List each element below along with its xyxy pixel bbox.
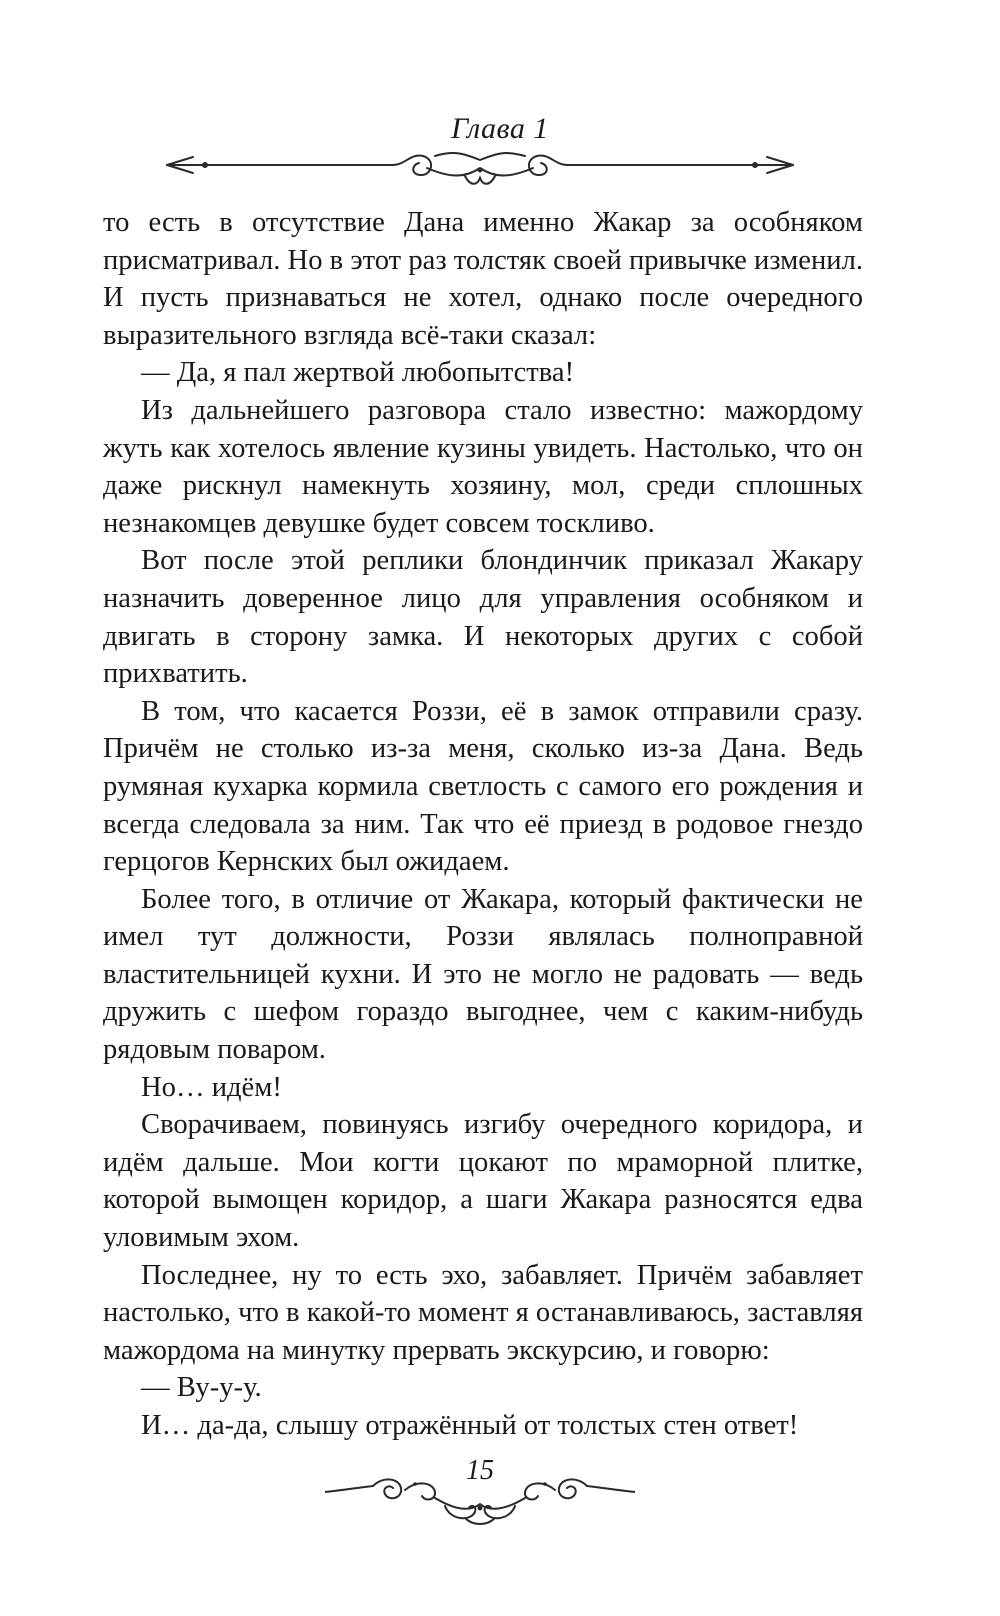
paragraph: — Да, я пал жертвой любопытства!: [141, 357, 575, 389]
chapter-title: Глава 1: [451, 112, 549, 145]
paragraph: Но… идём!: [141, 1071, 282, 1103]
paragraph: В том, что касается Роззи, её в замок отправили сразу. Причём не столько из-за меня, сколько из-за Дана. Ведь румяная кухарка кормила светлость с самого его рождения и всегда следовала за ним. Так что её приезд в родовое гнездо герцогов Кернских был ожидаем.: [103, 695, 863, 878]
page-number: 15: [466, 1455, 494, 1486]
paragraph: то есть в отсутствие Дана именно Жакар за особняком присматривал. Но в этот раз толстяк своей привычке изменил. И пусть признаваться не хотел, однако после очередного выразительного взгляда всё-таки сказал:: [103, 207, 863, 351]
paragraph: И… да-да, слышу отражённый от толстых стен ответ!: [141, 1410, 799, 1441]
paragraph: Сворачиваем, повинуясь изгибу очередного коридора, и идём дальше. Мои когти цокают по мраморной плитке, которой вымощен коридор, а шаги Жакара разносятся едва уловимым эхом.: [103, 1109, 863, 1254]
paragraph: Вот после этой реплики блондинчик приказал Жакару назначить доверенное лицо для управления особняком и двигать в сторону замка. И некоторых других с собой прихватить.: [103, 545, 863, 690]
paragraph: Из дальнейшего разговора стало известно: мажордому жуть как хотелось явление кузины увидеть. Настолько, что он даже рискнул намекнуть хозяину, мол, среди сплошных незнакомцев девушке будет совсем тоскливо.: [103, 394, 863, 539]
paragraph: Последнее, ну то есть эхо, забавляет. Причём забавляет настолько, что в какой-то момент я останавливаюсь, заставляя мажордома на минутку прервать экскурсию, и говорю:: [103, 1259, 863, 1366]
paragraph: Более того, в отличие от Жакара, который фактически не имел тут должности, Роззи являлась полноправной властительницей кухни. И это не могло не радовать — ведь дружить с шефом гораздо выгоднее, чем с каким-нибудь рядовым поваром.: [103, 883, 863, 1066]
running-header: [0, 112, 1000, 146]
paragraph: — Ву-у-у.: [141, 1372, 262, 1404]
flourish-divider-icon: [165, 148, 795, 194]
body-text: [103, 204, 863, 1445]
